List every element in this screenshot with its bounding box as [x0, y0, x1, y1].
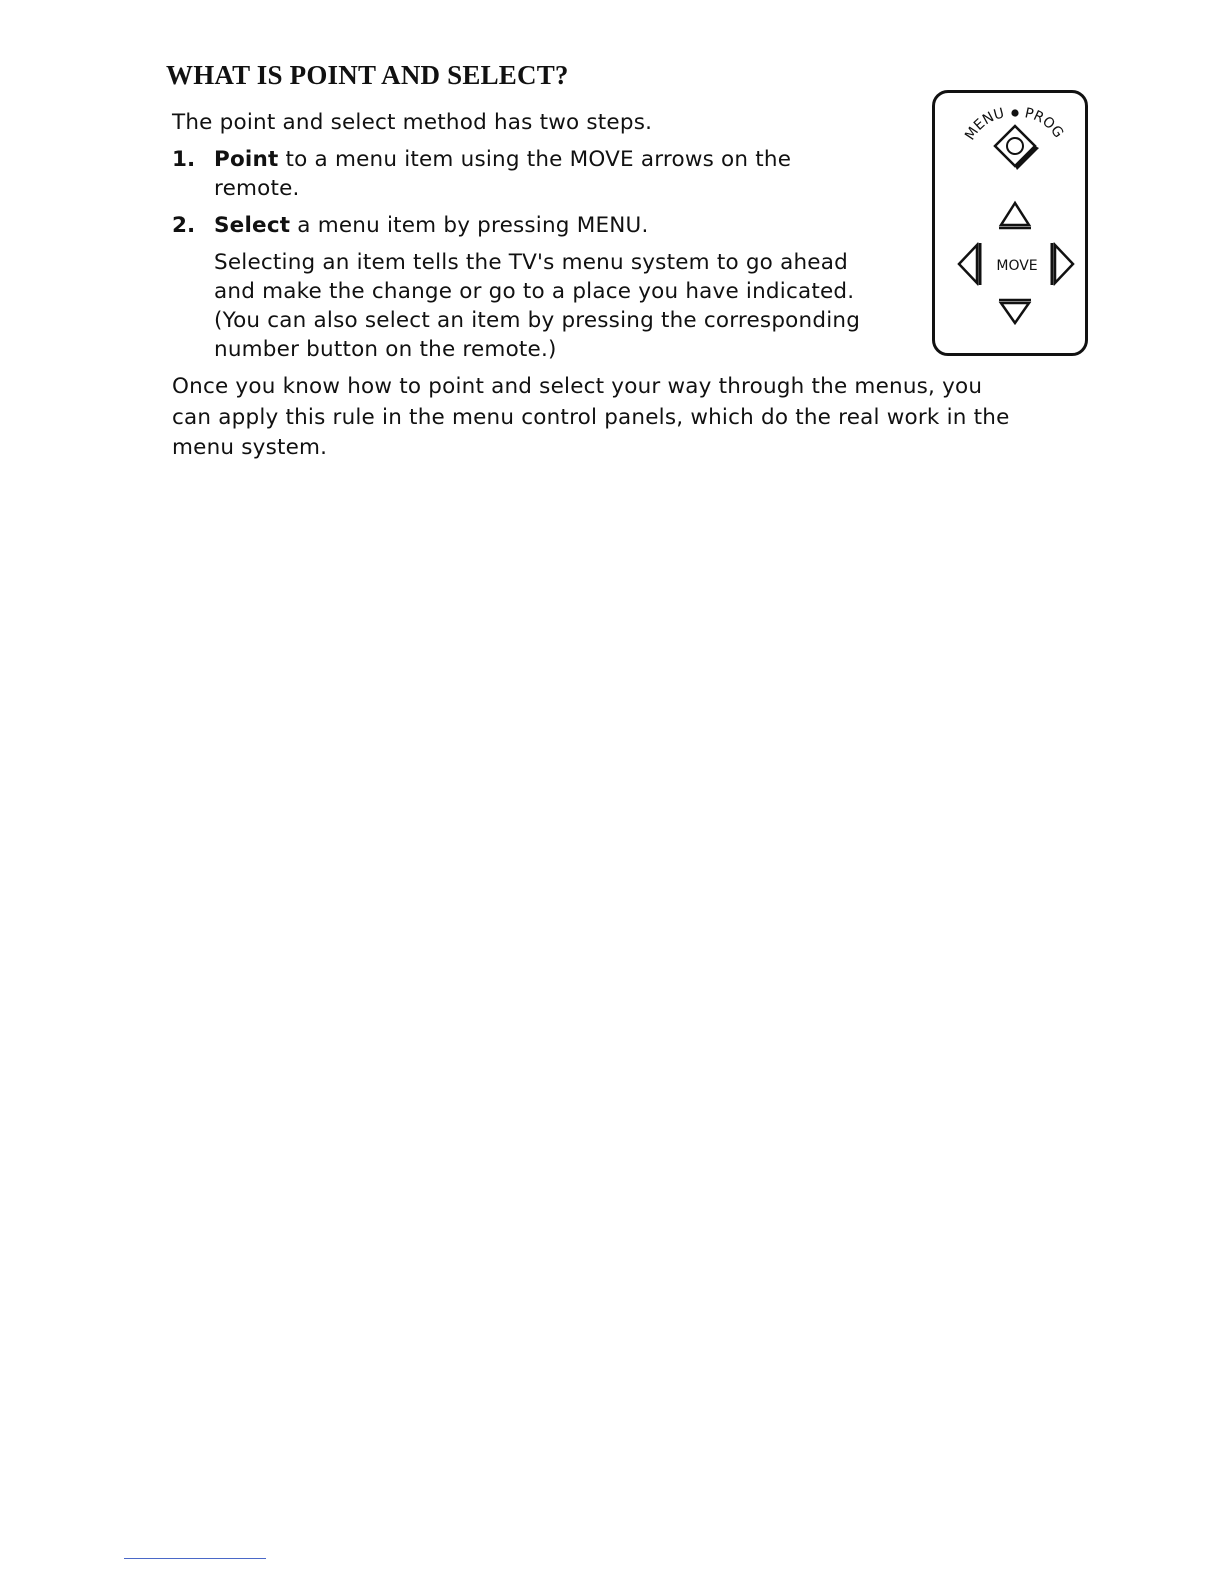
up-arrow-icon — [1001, 203, 1029, 225]
down-arrow-icon — [1001, 303, 1029, 323]
left-arrow-icon — [959, 245, 977, 283]
step-2-bold-term: Select — [214, 213, 291, 238]
step-1-text: to a menu item using the MOVE arrows on the — [278, 147, 792, 172]
detail-line: Selecting an item tells the TV's menu system to go ahead — [214, 250, 848, 275]
menu-button-icon — [995, 126, 1039, 170]
step-1-line-2: remote. — [214, 176, 300, 201]
detail-line: number button on the remote.) — [214, 337, 557, 362]
outro-line: menu system. — [172, 435, 328, 460]
step-1-line-1 — [214, 145, 791, 174]
step-2-number: 2. — [172, 213, 196, 238]
outro-paragraph — [172, 372, 1010, 464]
page-heading: WHAT IS POINT AND SELECT? — [166, 60, 569, 90]
detail-line: (You can also select an item by pressing the corresponding — [214, 308, 861, 333]
remote-control-illustration — [932, 90, 1088, 356]
detail-line: and make the change or go to a place you have indicated. — [214, 279, 855, 304]
footer-rule — [124, 1558, 266, 1559]
step-2-line-1 — [214, 211, 648, 240]
step-2-detail — [214, 248, 860, 364]
menu-label: MENU — [962, 105, 1006, 144]
intro-text: The point and select method has two steps. — [172, 110, 653, 135]
right-arrow-icon — [1055, 245, 1073, 283]
outro-line: Once you know how to point and select your way through the menus, you — [172, 374, 983, 399]
prog-label: PROG — [1023, 105, 1067, 142]
indicator-dot — [1011, 109, 1018, 116]
move-label: MOVE — [996, 258, 1038, 274]
step-2-text: a menu item by pressing MENU. — [290, 213, 649, 238]
step-1-bold-term: Point — [214, 147, 279, 172]
remote-buttons-svg — [935, 93, 1085, 353]
outro-line: can apply this rule in the menu control panels, which do the real work in the — [172, 404, 1010, 430]
step-1-number: 1. — [172, 147, 196, 172]
